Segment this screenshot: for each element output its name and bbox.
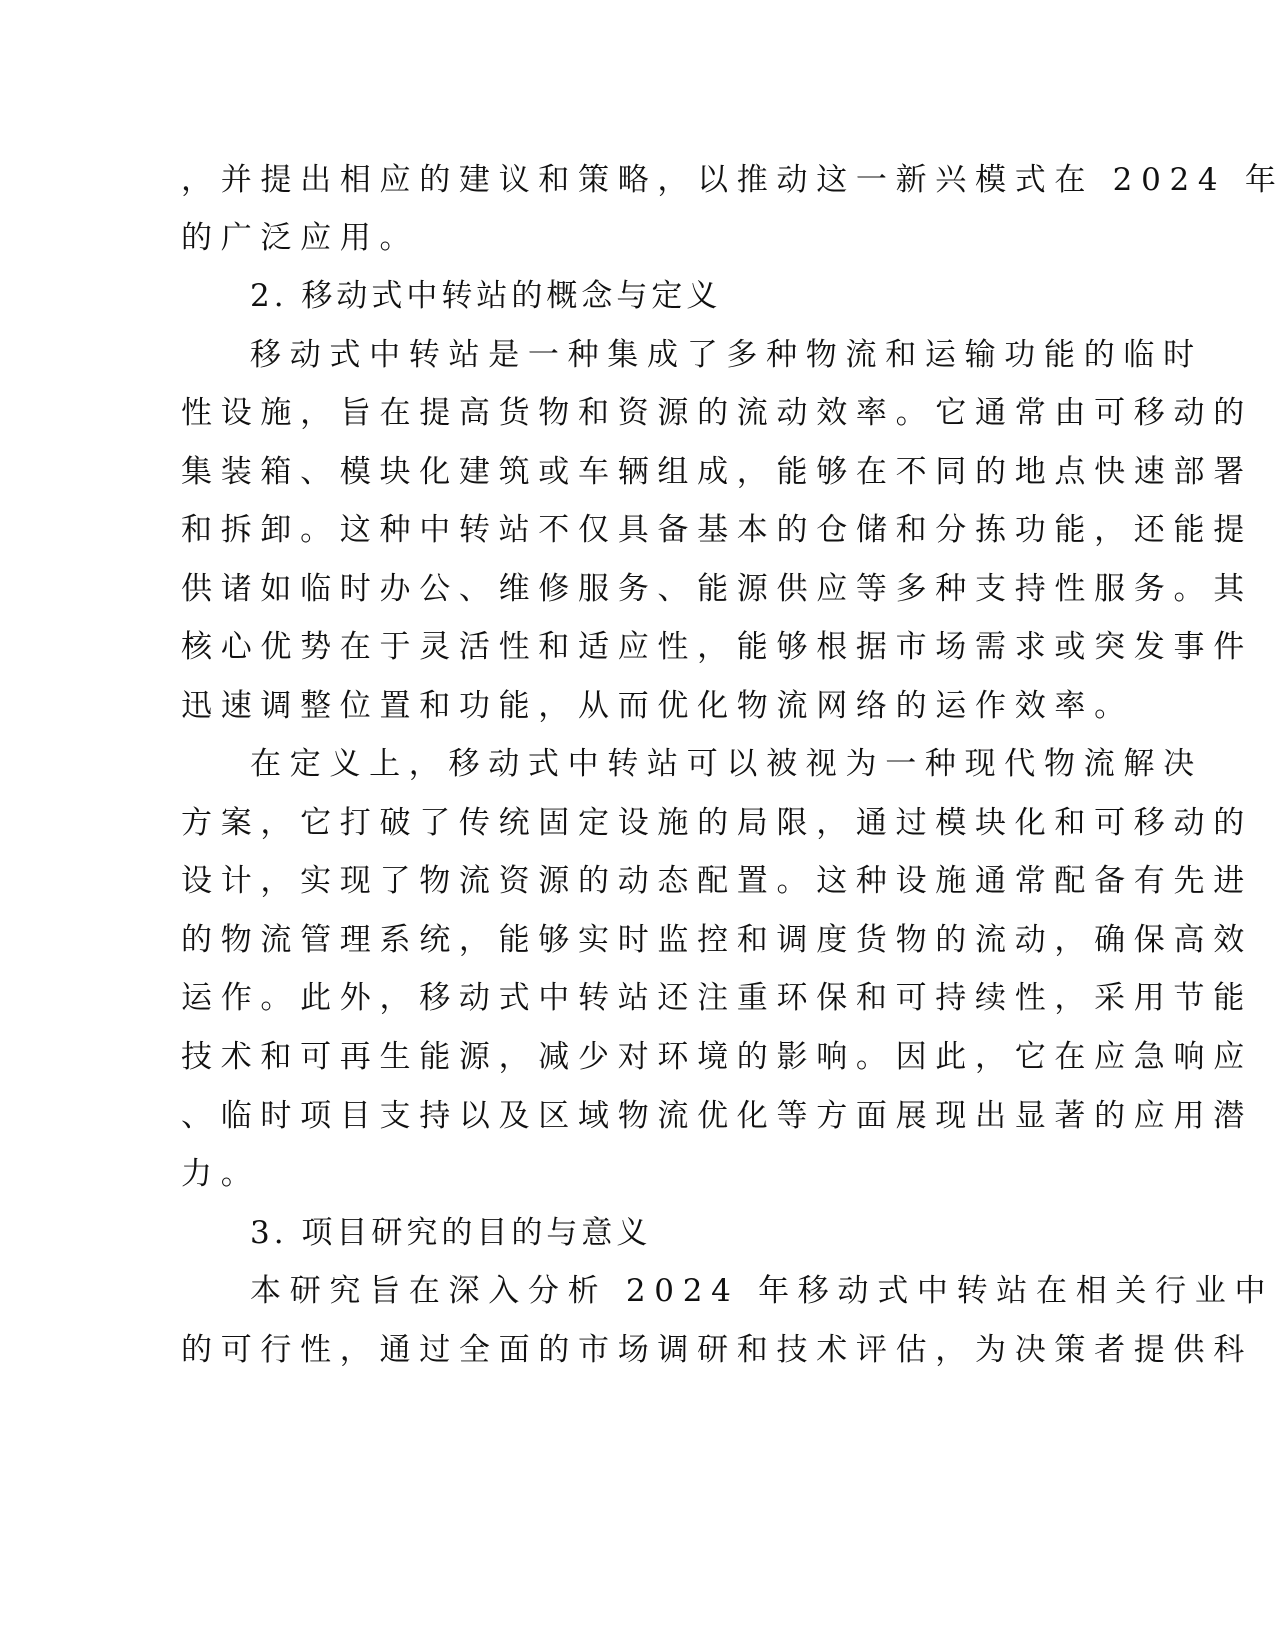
section-heading-2: 2. 移动式中转站的概念与定义 [250,278,722,314]
paragraph-line: 技术和可再生能源，减少对环境的影响。因此，它在应急响应 [181,1039,1253,1075]
paragraph-line: 移动式中转站是一种集成了多种物流和运输功能的临时 [250,337,1203,373]
section-heading-3: 3. 项目研究的目的与意义 [250,1215,652,1251]
paragraph-line: 和拆卸。这种中转站不仅具备基本的仓储和分拣功能，还能提 [181,512,1253,548]
paragraph-line: 力。 [181,1156,261,1192]
paragraph-line: 运作。此外，移动式中转站还注重环保和可持续性，采用节能 [181,980,1253,1016]
paragraph-line: 、临时项目支持以及区域物流优化等方面展现出显著的应用潜 [181,1098,1253,1134]
paragraph-line: 迅速调整位置和功能，从而优化物流网络的运作效率。 [181,688,1134,724]
paragraph-line: 的可行性，通过全面的市场调研和技术评估，为决策者提供科 [181,1332,1253,1368]
paragraph-line: 的广泛应用。 [181,220,420,256]
paragraph-line: 在定义上，移动式中转站可以被视为一种现代物流解决 [250,746,1203,782]
paragraph-line: ，并提出相应的建议和策略，以推动这一新兴模式在 2024 年 [181,162,1285,198]
paragraph-line: 核心优势在于灵活性和适应性，能够根据市场需求或突发事件 [181,629,1253,665]
paragraph-line: 供诸如临时办公、维修服务、能源供应等多种支持性服务。其 [181,571,1253,607]
paragraph-line: 集装箱、模块化建筑或车辆组成，能够在不同的地点快速部署 [181,454,1253,490]
paragraph-line: 设计，实现了物流资源的动态配置。这种设施通常配备有先进 [181,863,1253,899]
paragraph-line: 的物流管理系统，能够实时监控和调度货物的流动，确保高效 [181,922,1253,958]
paragraph-line: 性设施，旨在提高货物和资源的流动效率。它通常由可移动的 [181,395,1253,431]
paragraph-line: 本研究旨在深入分析 2024 年移动式中转站在相关行业中 [250,1273,1275,1309]
paragraph-line: 方案，它打破了传统固定设施的局限，通过模块化和可移动的 [181,805,1253,841]
